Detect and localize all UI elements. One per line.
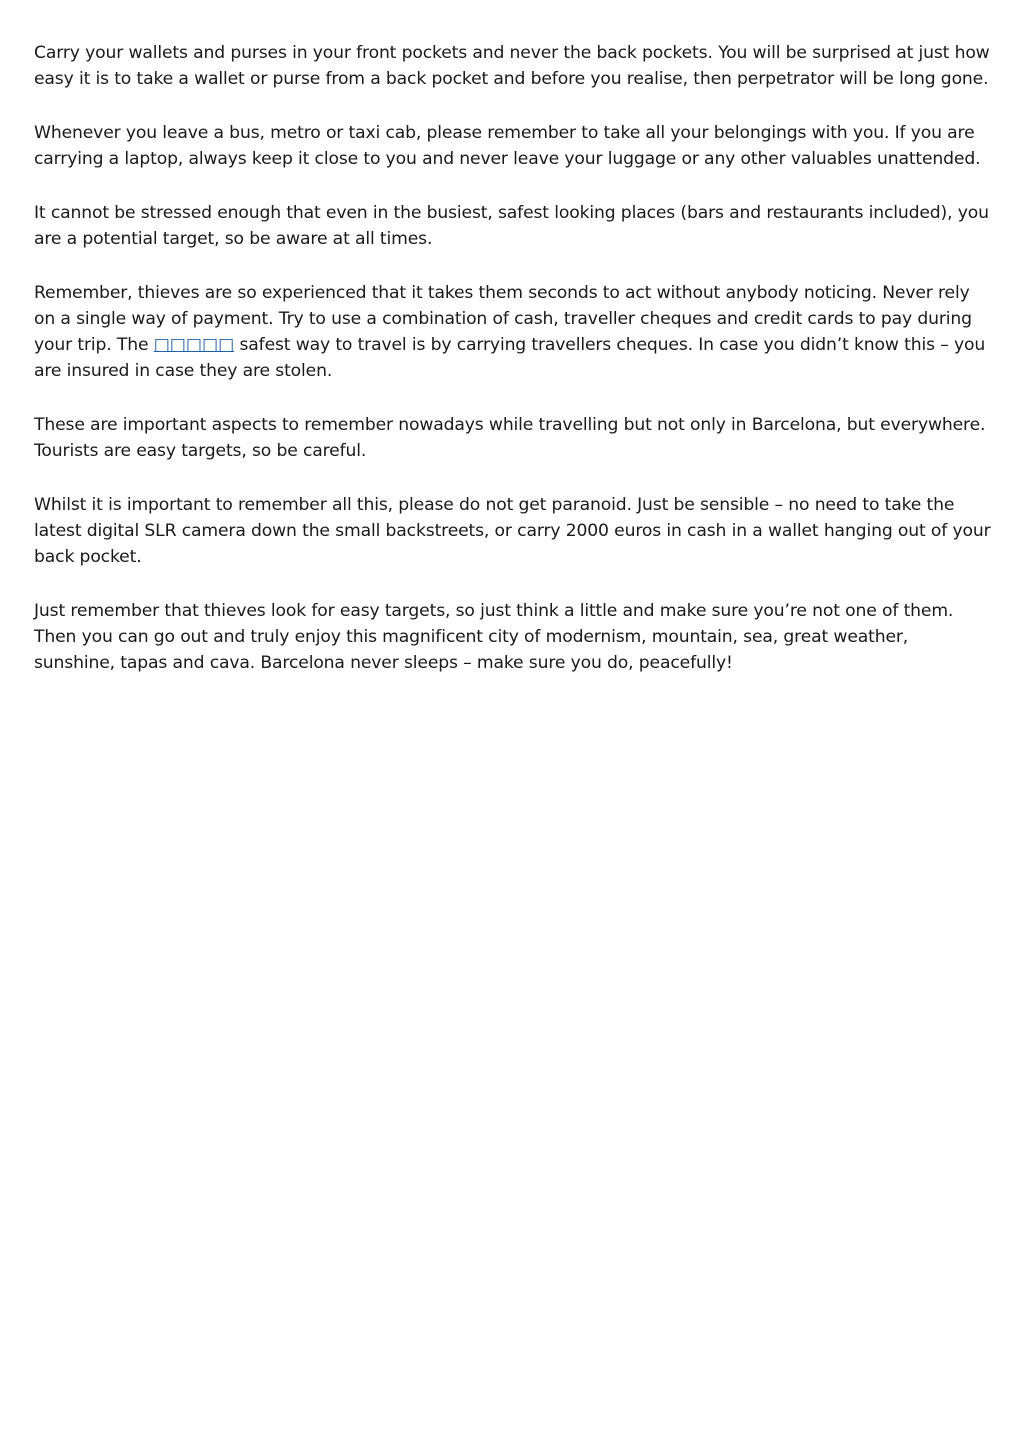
paragraph-aspects: These are important aspects to remember nowadays while travelling but not only in Barcelona, but everywhere. Tourists are easy targets, so be careful.	[34, 415, 986, 461]
paragraph-conclusion: Just remember that thieves look for easy targets, so just think a little and make sure you’re not one of them. Then you can go out and truly enjoy this magnificent city of modernism, mountain, sea, great weather, sunshine, tapas and cava. Barcelona never sleeps – make sure you do, peacefully!	[34, 601, 954, 673]
inline-link[interactable]: □□□□□	[153, 335, 235, 355]
paragraph-payment-text-start: Remember, thieves are so experienced that it takes them seconds to act without anybody noticing. Never rely on a single way of payment. Try to use a combination of cash, traveller cheques and credit cards to pay during your trip. The	[34, 283, 972, 355]
paragraph-potential-target: It cannot be stressed enough that even in the busiest, safest looking places (bars and restaurants included), you are a potential target, so be aware at all times.	[34, 203, 989, 249]
document-body	[34, 40, 994, 704]
paragraph-belongings: Whenever you leave a bus, metro or taxi cab, please remember to take all your belongings with you. If you are carrying a laptop, always keep it close to you and never leave your luggage or any other valuables unattended.	[34, 123, 981, 169]
paragraph-paranoid: Whilst it is important to remember all this, please do not get paranoid. Just be sensible – no need to take the latest digital SLR camera down the small backstreets, or carry 2000 euros in cash in a wallet hanging out of your back pocket.	[34, 495, 991, 567]
paragraph-wallets: Carry your wallets and purses in your front pockets and never the back pockets. You will be surprised at just how easy it is to take a wallet or purse from a back pocket and before you realise, then perpetrator will be long gone.	[34, 43, 990, 89]
paragraph-payment-text-end: safest way to travel is by carrying travellers cheques. In case you didn’t know this – you are insured in case they are stolen.	[34, 335, 986, 381]
paragraph-payment	[34, 280, 994, 384]
